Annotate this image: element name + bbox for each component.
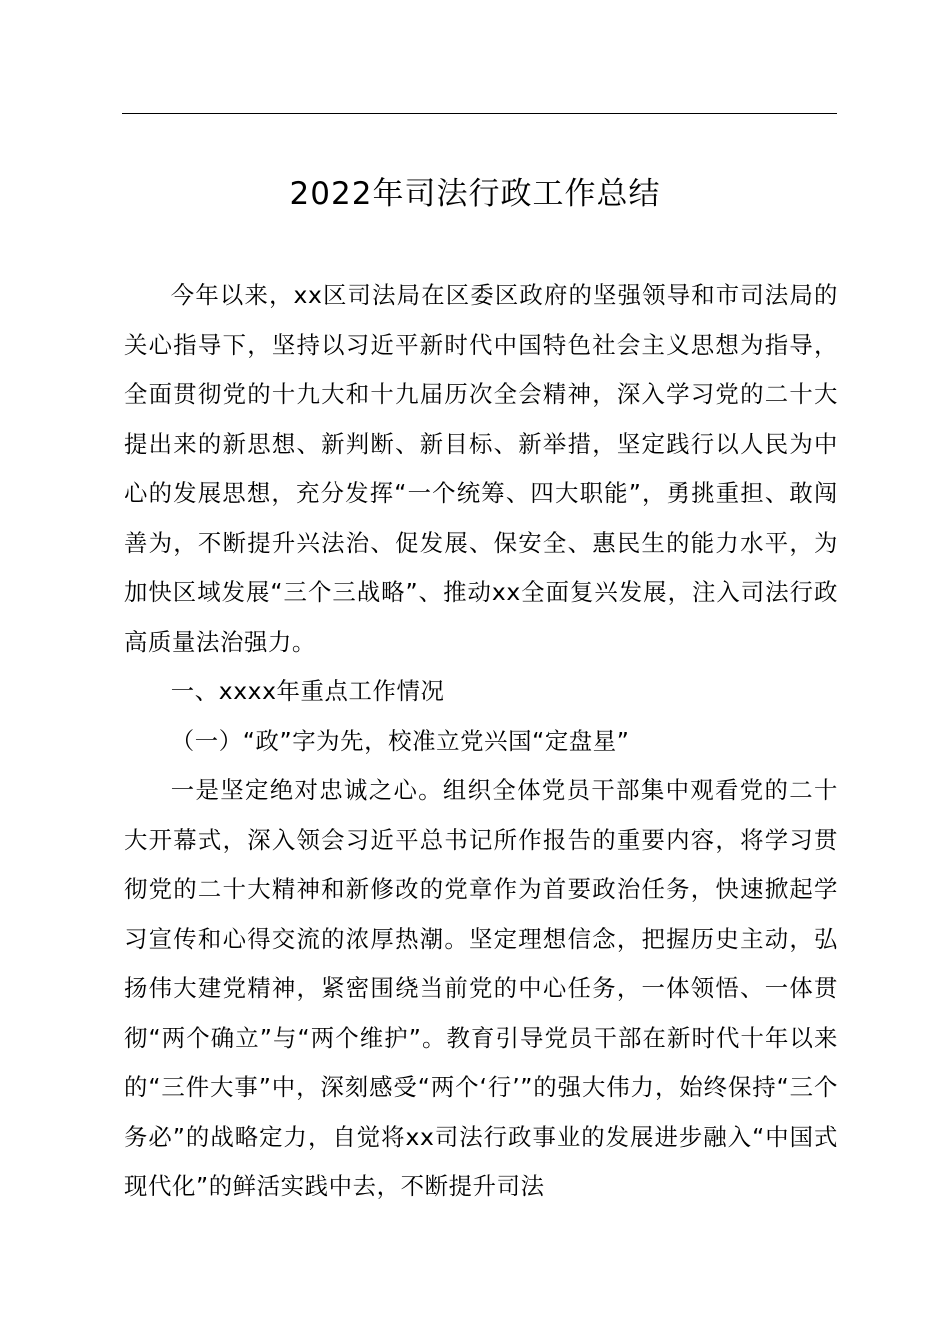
header-rule [122, 113, 837, 114]
document-body [124, 271, 838, 1212]
intro-paragraph: 今年以来，xx区司法局在区委区政府的坚强领导和市司法局的关心指导下，坚持以习近平新时代中国特色社会主义思想为指导，全面贯彻党的十九大和十九届历次全会精神，深入学习党的二十大提出来的新思想、新判断、新目标、新举措，坚定践行以人民为中心的发展思想，充分发挥“一个统筹、四大职能”，勇挑重担、敢闯善为，不断提升兴法治、促发展、保安全、惠民生的能力水平，为加快区域发展“三个三战略”、推动xx全面复兴发展，注入司法行政高质量法治强力。 [124, 281, 838, 656]
section-heading: 一、xxxx年重点工作情况 [170, 677, 445, 705]
subsection-heading: （一）“政”字为先，校准立党兴国“定盘星” [170, 726, 630, 755]
body-paragraph: 一是坚定绝对忠诚之心。组织全体党员干部集中观看党的二十大开幕式，深入领会习近平总书记所作报告的重要内容，将学习贯彻党的二十大精神和新修改的党章作为首要政治任务，快速掀起学习宣传和心得交流的浓厚热潮。坚定理想信念，把握历史主动，弘扬伟大建党精神，紧密围绕当前党的中心任务，一体领悟、一体贯彻“两个确立”与“两个维护”。教育引导党员干部在新时代十年以来的“三件大事”中，深刻感受“两个‘行’”的强大伟力，始终保持“三个务必”的战略定力，自觉将xx司法行政事业的发展进步融入“中国式现代化”的鲜活实践中去，不断提升司法 [124, 776, 838, 1200]
document-title: 2022年司法行政工作总结 [289, 176, 661, 212]
